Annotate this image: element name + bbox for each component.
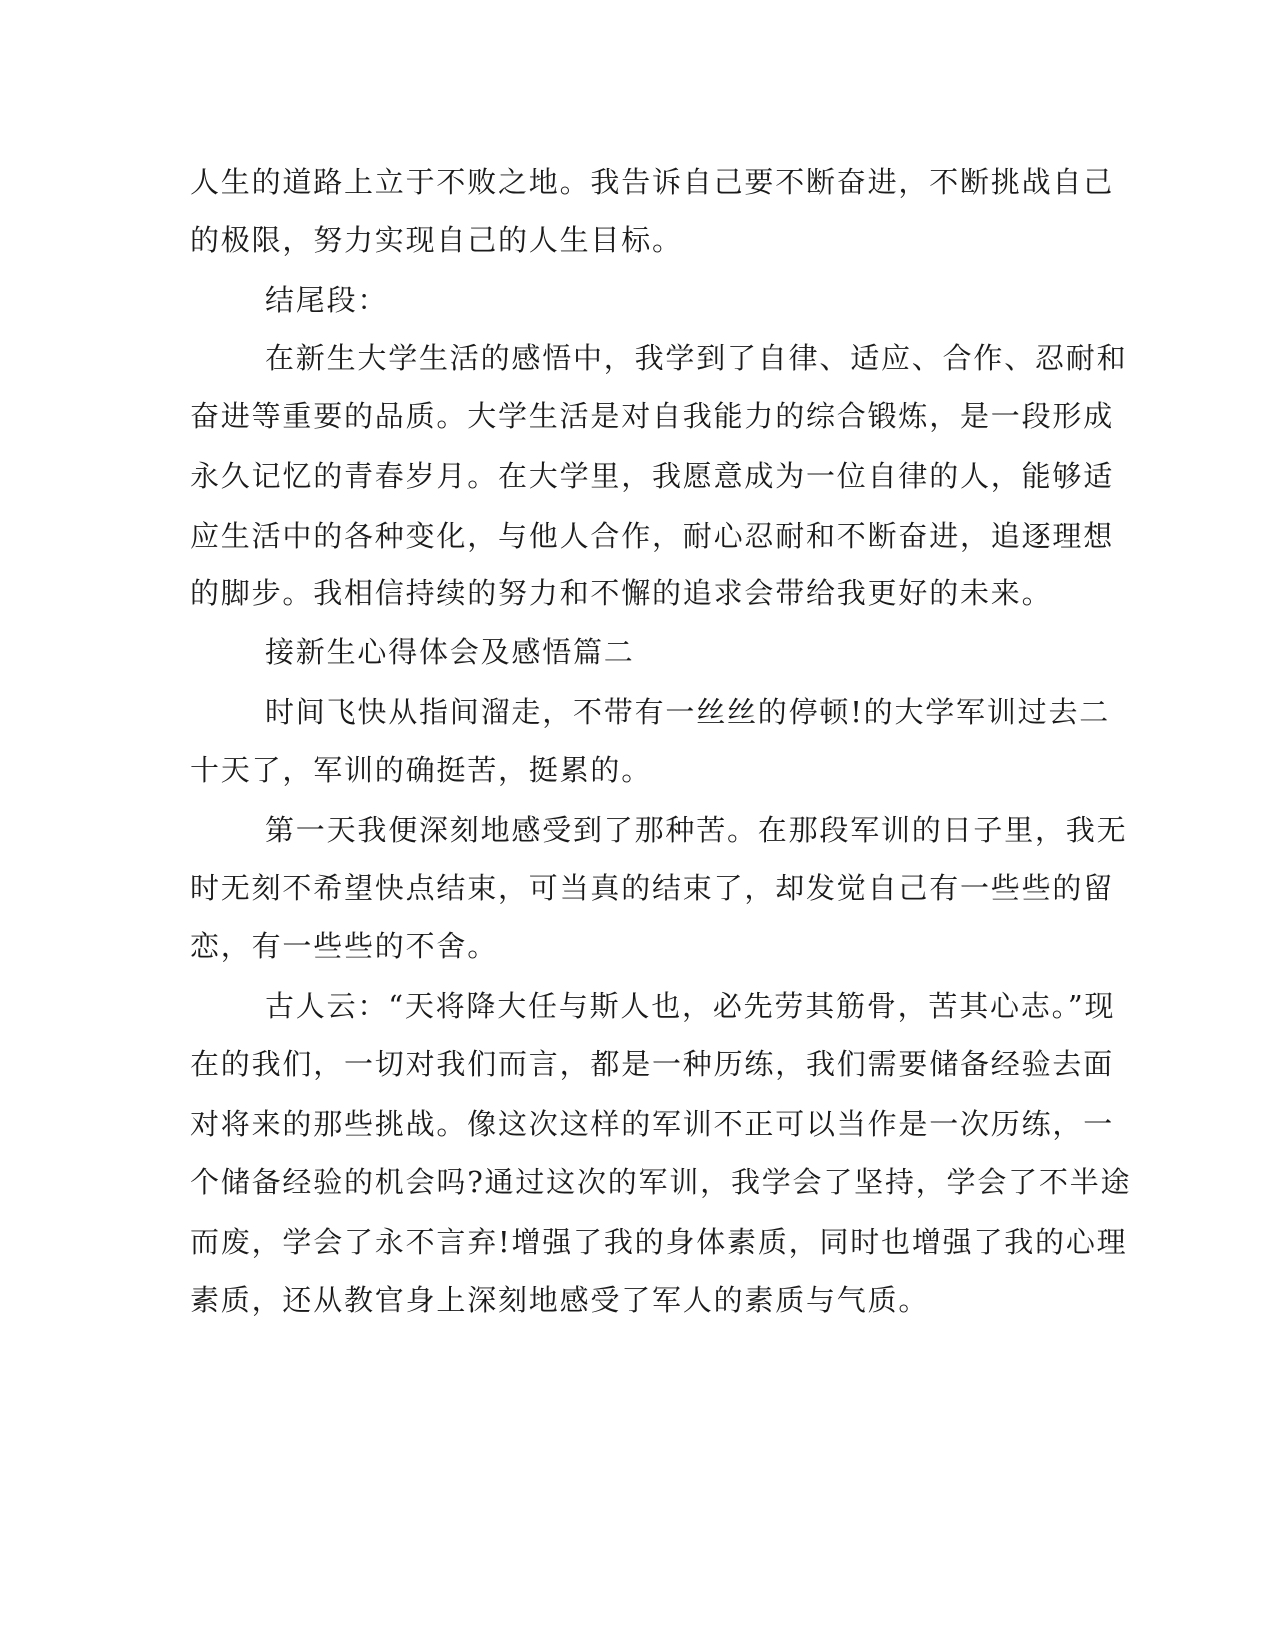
- section-heading: 接新生心得体会及感悟篇二: [265, 635, 635, 669]
- text-line: 人生的道路上立于不败之地。我告诉自己要不断奋进，不断挑战自己: [190, 165, 1115, 199]
- text-line: 素质，还从教官身上深刻地感受了军人的素质与气质。: [190, 1283, 930, 1317]
- section-heading: 结尾段：: [265, 283, 389, 317]
- text-line: 应生活中的各种变化，与他人合作，耐心忍耐和不断奋进，追逐理想: [190, 519, 1115, 553]
- text-line: 古人云：“天将降大任与斯人也，必先劳其筋骨，苦其心志。”现: [265, 989, 1116, 1023]
- text-line: 的脚步。我相信持续的努力和不懈的追求会带给我更好的未来。: [190, 576, 1053, 610]
- text-line: 在的我们，一切对我们而言，都是一种历练，我们需要储备经验去面: [190, 1047, 1115, 1081]
- text-line: 的极限，努力实现自己的人生目标。: [190, 223, 683, 257]
- text-line: 而废，学会了永不言弃!增强了我的身体素质，同时也增强了我的心理: [190, 1225, 1128, 1259]
- text-line: 恋，有一些些的不舍。: [190, 929, 499, 963]
- text-line: 永久记忆的青春岁月。在大学里，我愿意成为一位自律的人，能够适: [190, 459, 1115, 493]
- text-line: 对将来的那些挑战。像这次这样的军训不正可以当作是一次历练，一: [190, 1107, 1115, 1141]
- text-line: 时无刻不希望快点结束，可当真的结束了，却发觉自己有一些些的留: [190, 871, 1115, 905]
- text-line: 个储备经验的机会吗?通过这次的军训，我学会了坚持，学会了不半途: [190, 1165, 1132, 1199]
- text-line: 在新生大学生活的感悟中，我学到了自律、适应、合作、忍耐和: [265, 341, 1128, 375]
- text-line: 第一天我便深刻地感受到了那种苦。在那段军训的日子里，我无: [265, 813, 1128, 847]
- text-line: 奋进等重要的品质。大学生活是对自我能力的综合锻炼，是一段形成: [190, 399, 1115, 433]
- text-line: 时间飞快从指间溜走，不带有一丝丝的停顿!的大学军训过去二: [265, 695, 1111, 729]
- text-line: 十天了，军训的确挺苦，挺累的。: [190, 753, 653, 787]
